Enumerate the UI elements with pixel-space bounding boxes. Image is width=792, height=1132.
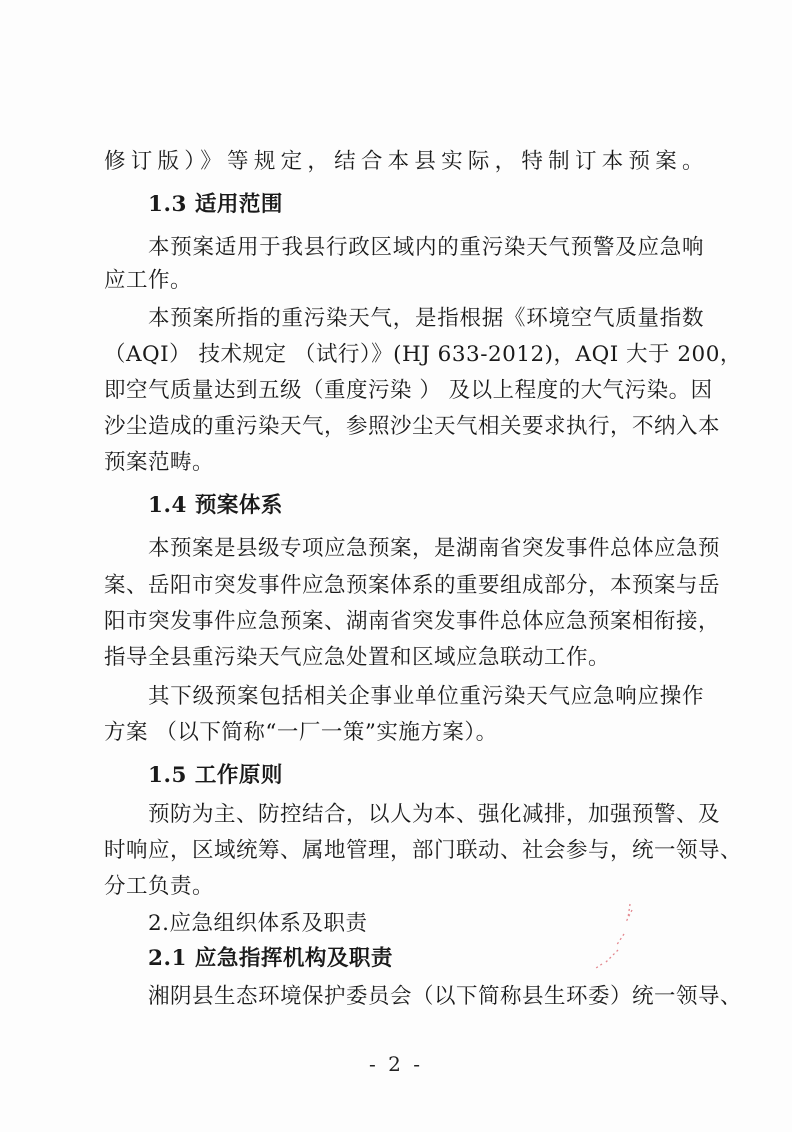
paragraph-line: 方案 （以下简称“一厂一策”实施方案）。 (104, 720, 498, 745)
paragraph-line: 修订版）》等规定，结合本县实际，特制订本预案。 (104, 149, 704, 174)
paragraph-line: 预案范畴。 (104, 450, 215, 475)
paragraph-line: 分工负责。 (104, 874, 215, 899)
section-heading-1-5: 1.5 工作原则 (148, 763, 283, 788)
paragraph-line: （AQI） 技术规定 （试行）》(HJ 633-2012)，AQI 大于 200， (104, 342, 742, 367)
paragraph-line: 阳市突发事件应急预案、湖南省突发事件总体应急预案相衔接， (104, 609, 721, 634)
page-number: - 2 - (369, 1052, 423, 1076)
paragraph-line: 本预案是县级专项应急预案，是湖南省突发事件总体应急预 (148, 536, 721, 561)
paragraph-line: 本预案所指的重污染天气，是指根据《环境空气质量指数 (148, 306, 704, 331)
section-heading-2: 2.应急组织体系及职责 (148, 911, 368, 936)
paragraph-line: 即空气质量达到五级（重度污染 ） 及以上程度的大气污染。因 (104, 378, 713, 403)
paragraph-line: 本预案适用于我县行政区域内的重污染天气预警及应急响 (148, 235, 704, 260)
paragraph-line: 时响应，区域统筹、属地管理，部门联动、社会参与，统一领导、 (104, 838, 743, 863)
paragraph-line: 其下级预案包括相关企事业单位重污染天气应急响应操作 (148, 684, 704, 709)
paragraph-line: 应工作。 (104, 268, 193, 293)
paragraph-line: 湘阴县生态环境保护委员会（以下简称县生环委）统一领导、 (148, 984, 743, 1009)
section-heading-1-4: 1.4 预案体系 (148, 493, 283, 518)
stamp-trace (592, 900, 638, 970)
paragraph-line: 指导全县重污染天气应急处置和区域应急联动工作。 (104, 645, 611, 670)
paragraph-line: 预防为主、防控结合，以人为本、强化减排，加强预警、及 (148, 802, 721, 827)
section-heading-2-1: 2.1 应急指挥机构及职责 (148, 946, 393, 971)
paragraph-line: 沙尘造成的重污染天气，参照沙尘天气相关要求执行，不纳入本 (104, 414, 721, 439)
section-heading-1-3: 1.3 适用范围 (148, 192, 283, 217)
paragraph-line: 案、岳阳市突发事件应急预案体系的重要组成部分，本预案与岳 (104, 573, 721, 598)
